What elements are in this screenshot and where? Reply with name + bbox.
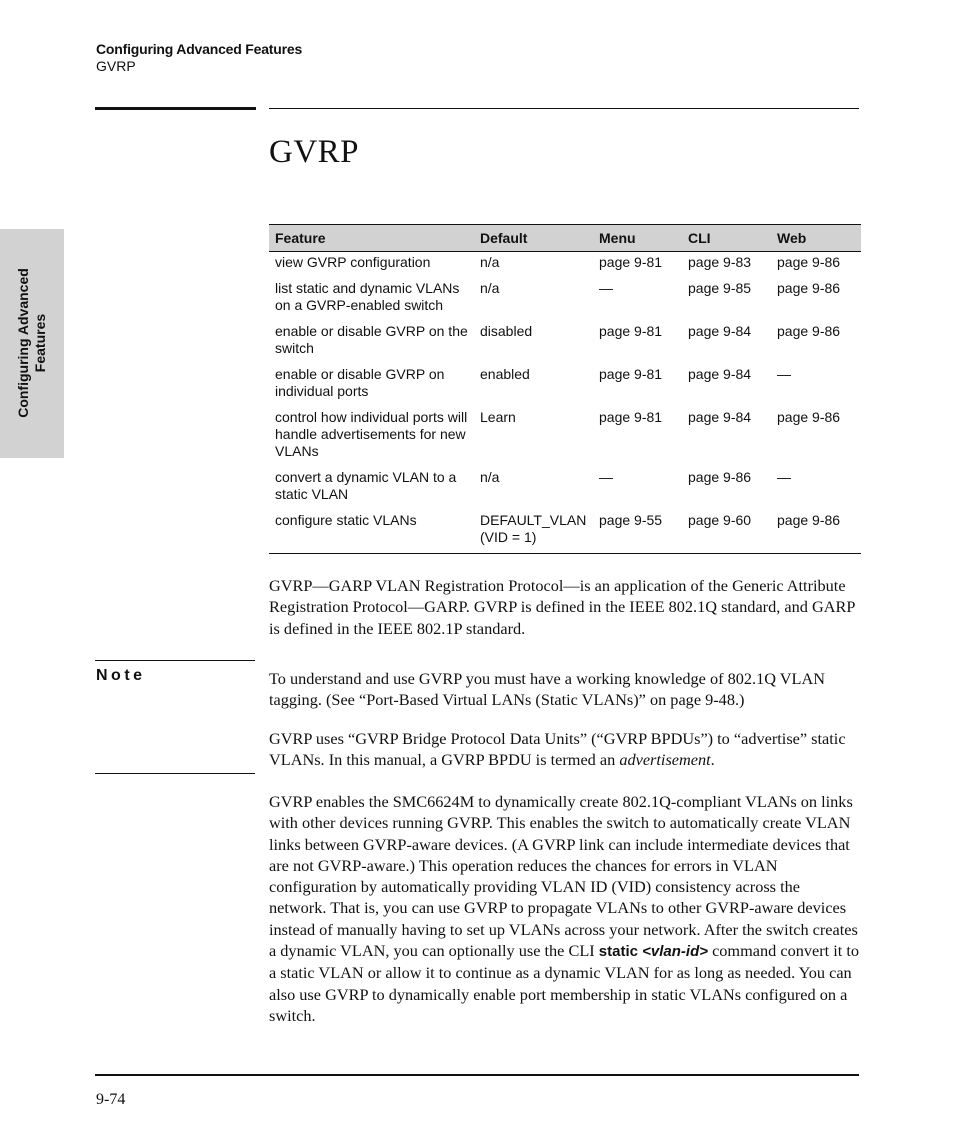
note-rule-bottom	[95, 773, 255, 774]
column-header-default: Default	[474, 225, 593, 252]
side-tab-label	[15, 268, 49, 418]
table-cell: —	[777, 366, 791, 382]
table-cell: page 9-81	[599, 409, 663, 425]
table-cell: convert a dynamic VLAN to a static VLAN	[275, 469, 457, 502]
feature-table	[269, 224, 861, 554]
header-chapter: Configuring Advanced Features	[96, 41, 303, 57]
table-cell: DEFAULT_VLAN (VID = 1)	[480, 512, 587, 545]
table-cell: page 9-86	[777, 512, 841, 528]
table-cell: configure static VLANs	[275, 512, 417, 528]
side-tab-line-1: Configuring Advanced	[15, 268, 31, 418]
header-rule-left	[95, 107, 256, 110]
table-cell: n/a	[480, 254, 500, 270]
note-paragraph-1: To understand and use GVRP you must have a working knowledge of 802.1Q VLAN tagging. (See “Port-Based Virtual LANs (Static VLANs)” on page 9-48.)	[269, 669, 825, 710]
cli-command-name: static	[598, 943, 638, 961]
note-paragraph-2	[269, 728, 861, 771]
header-section: GVRP	[96, 58, 136, 74]
column-header-feature: Feature	[269, 225, 474, 252]
table-row	[269, 252, 861, 279]
table-cell: enable or disable GVRP on the switch	[275, 323, 468, 356]
table-cell: page 9-86	[777, 323, 841, 339]
table-cell: enabled	[480, 366, 530, 382]
table-cell: view GVRP configuration	[275, 254, 431, 270]
body-text-continued: command convert it to a static VLAN or allow it to continue as a dynamic VLAN for as long as needed. You can also use GVRP to dynamically enable port membership in static VLANs configured on a switch.	[269, 941, 860, 1025]
side-tab-line-2: Features	[32, 313, 48, 373]
table-row	[269, 407, 861, 467]
cli-command	[599, 943, 708, 960]
column-header-menu: Menu	[593, 225, 682, 252]
cli-command-arg: <vlan-id>	[642, 943, 708, 961]
table-cell: list static and dynamic VLANs on a GVRP-enabled switch	[275, 280, 460, 313]
table-cell: page 9-84	[688, 366, 752, 382]
table-cell: page 9-81	[599, 366, 663, 382]
table-cell: page 9-86	[777, 254, 841, 270]
table-row	[269, 364, 861, 407]
table-cell: page 9-84	[688, 323, 752, 339]
table-cell: —	[599, 280, 613, 296]
chapter-side-tab	[0, 229, 64, 458]
note-text: GVRP uses “GVRP Bridge Protocol Data Units” (“GVRP BPDUs”) to “advertise” static VLANs. In this manual, a GVRP BPDU is termed an	[269, 729, 846, 770]
table-cell: page 9-83	[688, 254, 752, 270]
table-cell: enable or disable GVRP on individual ports	[275, 366, 445, 399]
table-header-row	[269, 225, 861, 252]
table-cell: disabled	[480, 323, 533, 339]
table-cell: page 9-86	[777, 409, 841, 425]
table-row	[269, 510, 861, 553]
table-row	[269, 467, 861, 510]
table-cell: page 9-86	[777, 280, 841, 296]
table-cell: page 9-84	[688, 409, 752, 425]
note-text-end: .	[710, 750, 715, 770]
page-number: 9-74	[96, 1091, 126, 1108]
table-cell: page 9-85	[688, 280, 752, 296]
footer-rule	[95, 1074, 859, 1076]
running-header	[96, 41, 302, 75]
table-row	[269, 321, 861, 364]
table-row	[269, 278, 861, 321]
emphasized-term: advertisement	[619, 750, 711, 770]
table-cell: n/a	[480, 280, 500, 296]
note-label: Note	[96, 667, 146, 684]
table-cell: —	[777, 469, 791, 485]
table-cell: page 9-60	[688, 512, 752, 528]
column-header-cli: CLI	[682, 225, 771, 252]
column-header-web: Web	[771, 225, 861, 252]
table-cell: page 9-55	[599, 512, 663, 528]
body-paragraph	[269, 791, 861, 1026]
intro-paragraph: GVRP—GARP VLAN Registration Protocol—is an application of the Generic Attribute Registration Protocol—GARP. GVRP is defined in the IEEE 802.1Q standard, and GARP is defined in the IEEE 802.1P standard.	[269, 576, 855, 638]
table-cell: —	[599, 469, 613, 485]
table-cell: page 9-86	[688, 469, 752, 485]
body-text: GVRP enables the SMC6624M to dynamically create 802.1Q-compliant VLANs on links with other devices running GVRP. This enables the switch to automatically create VLAN links between GVRP-aware devices. (A GVRP link can include intermediate devices that are not GVRP-aware.) This operation reduces the chances for errors in VLAN configuration by automatically providing VLAN ID (VID) consistency across the network. That is, you can use GVRP to propagate VLANs to other GVRP-aware devices instead of manually having to set up VLANs across your network. After the switch creates a dynamic VLAN, you can optionally use the CLI	[269, 792, 858, 961]
table-cell: page 9-81	[599, 323, 663, 339]
header-rule-right	[269, 108, 859, 109]
table-cell: page 9-81	[599, 254, 663, 270]
table-cell: Learn	[480, 409, 516, 425]
page-title: GVRP	[269, 134, 360, 170]
table-cell: n/a	[480, 469, 500, 485]
table-cell: control how individual ports will handle advertisements for new VLANs	[275, 409, 468, 459]
note-rule-top	[95, 660, 255, 661]
